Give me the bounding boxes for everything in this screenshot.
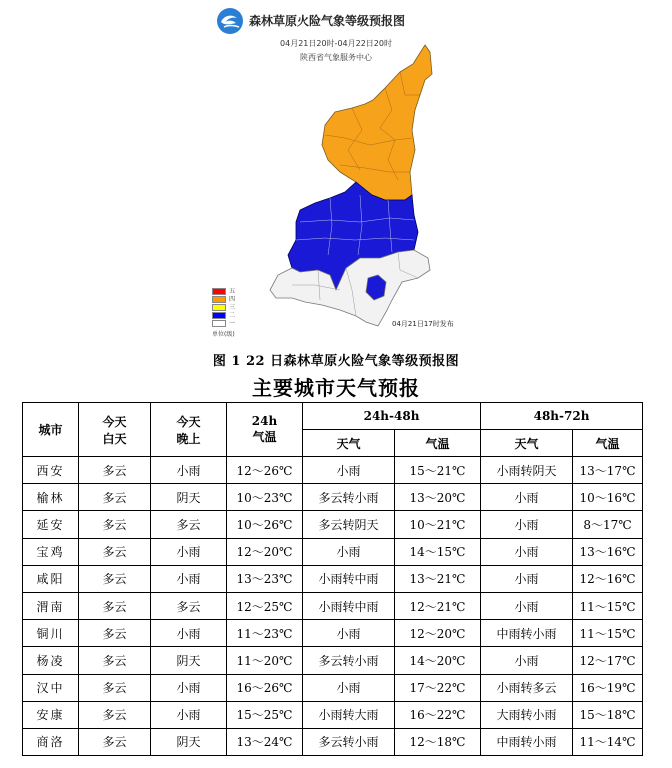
cell-72h-temp: 11～14℃ [573,728,643,755]
cell-48h-weather: 多云转小雨 [303,728,395,755]
cell-72h-weather: 小雨 [481,511,573,538]
figure-caption: 图 1 22 日森林草原火险气象等级预报图 [212,354,460,369]
header-today-day [79,403,151,457]
legend-swatch [212,320,226,327]
cell-24h-temp: 12～20℃ [227,538,303,565]
cell-48h-weather: 多云转小雨 [303,484,395,511]
cell-48h-temp: 13～20℃ [395,484,481,511]
table-row [23,538,643,565]
table-row [23,701,643,728]
cell-today-day: 多云 [79,538,151,565]
header-temp-72: 气温 [573,430,643,457]
table-row [23,647,643,674]
cell-today-day: 多云 [79,728,151,755]
table-row [23,728,643,755]
cell-today-night: 小雨 [151,538,227,565]
legend-swatch [212,296,226,303]
cell-24h-temp: 13～23℃ [227,565,303,592]
cell-city: 延安 [23,511,79,538]
shaanxi-province-map [0,0,672,345]
cell-today-day: 多云 [79,565,151,592]
map-source: 陕西省气象服务中心 [300,53,372,62]
map-legend [212,287,272,338]
cell-city: 西安 [23,457,79,484]
cell-today-night: 小雨 [151,701,227,728]
cell-city: 宝鸡 [23,538,79,565]
cell-today-night: 小雨 [151,565,227,592]
cell-today-day: 多云 [79,457,151,484]
cell-72h-temp: 12～16℃ [573,565,643,592]
cell-city: 杨凌 [23,647,79,674]
table-header-row-1 [23,403,643,430]
legend-level-2 [212,311,272,319]
cell-48h-weather: 小雨转中雨 [303,592,395,619]
header-24h-48h: 24h-48h [303,403,481,430]
legend-level-5 [212,287,272,295]
cell-today-day: 多云 [79,484,151,511]
cell-today-day: 多云 [79,592,151,619]
cell-city: 渭南 [23,592,79,619]
header-48h-72h: 48h-72h [481,403,643,430]
cell-today-day: 多云 [79,620,151,647]
cell-city: 榆林 [23,484,79,511]
cell-72h-temp: 8～17℃ [573,511,643,538]
cell-72h-temp: 11～15℃ [573,592,643,619]
cell-city: 咸阳 [23,565,79,592]
cell-48h-temp: 14～20℃ [395,647,481,674]
header-weather-48: 天气 [303,430,395,457]
cell-city: 安康 [23,701,79,728]
cell-48h-temp: 14～15℃ [395,538,481,565]
legend-swatch [212,312,226,319]
map-region-north [322,45,432,200]
legend-swatch [212,304,226,311]
header-line: 晚上 [176,431,201,446]
table-row [23,511,643,538]
legend-label: 五 [229,287,236,295]
cell-72h-weather: 小雨 [481,538,573,565]
cell-city: 商洛 [23,728,79,755]
table-body [23,457,643,756]
cell-48h-weather: 小雨转中雨 [303,565,395,592]
cell-72h-weather: 小雨 [481,647,573,674]
cell-48h-weather: 小雨转大雨 [303,701,395,728]
cell-24h-temp: 11～23℃ [227,620,303,647]
cell-48h-weather: 小雨 [303,620,395,647]
cell-24h-temp: 16～26℃ [227,674,303,701]
cell-today-day: 多云 [79,647,151,674]
cell-48h-temp: 12～21℃ [395,592,481,619]
cell-24h-temp: 15～25℃ [227,701,303,728]
cell-city: 铜川 [23,620,79,647]
cell-72h-temp: 15～18℃ [573,701,643,728]
cell-72h-temp: 12～17℃ [573,647,643,674]
table-row [23,592,643,619]
legend-unit: 单位(级) [212,331,235,338]
header-weather-72: 天气 [481,430,573,457]
cell-48h-temp: 12～20℃ [395,620,481,647]
cell-today-night: 小雨 [151,457,227,484]
cell-today-night: 阴天 [151,647,227,674]
cell-72h-weather: 小雨转阴天 [481,457,573,484]
cell-72h-weather: 大雨转小雨 [481,701,573,728]
cell-48h-weather: 小雨 [303,457,395,484]
cell-today-night: 阴天 [151,484,227,511]
cell-today-night: 多云 [151,592,227,619]
publish-time: 04月21日17时发布 [392,320,454,328]
legend-label: 一 [229,319,236,327]
cell-72h-temp: 13～16℃ [573,538,643,565]
legend-level-4 [212,295,272,303]
table-row [23,484,643,511]
cell-72h-weather: 小雨转多云 [481,674,573,701]
table-row [23,620,643,647]
cell-48h-temp: 12～18℃ [395,728,481,755]
cell-72h-temp: 13～17℃ [573,457,643,484]
header-line: 今天 [176,414,201,429]
legend-label: 三 [229,303,236,311]
cell-72h-temp: 10～16℃ [573,484,643,511]
cell-24h-temp: 10～23℃ [227,484,303,511]
cell-72h-temp: 11～15℃ [573,620,643,647]
cell-24h-temp: 10～26℃ [227,511,303,538]
header-temp-48: 气温 [395,430,481,457]
section-title: 主要城市天气预报 [252,376,420,400]
map-title: 森林草原火险气象等级预报图 [249,14,406,28]
legend-label: 二 [229,311,236,319]
cell-48h-temp: 17～22℃ [395,674,481,701]
table-row [23,457,643,484]
header-today-night [151,403,227,457]
cell-24h-temp: 11～20℃ [227,647,303,674]
table-row [23,674,643,701]
cell-72h-temp: 16～19℃ [573,674,643,701]
cell-72h-weather: 小雨 [481,565,573,592]
cell-today-night: 小雨 [151,674,227,701]
cell-48h-temp: 16～22℃ [395,701,481,728]
cell-72h-weather: 中雨转小雨 [481,728,573,755]
header-line: 白天 [102,431,127,446]
cell-48h-weather: 小雨 [303,538,395,565]
legend-label: 四 [229,295,236,303]
cell-city: 汉中 [23,674,79,701]
city-forecast-table [22,402,643,756]
header-24h-temp [227,403,303,457]
cell-today-day: 多云 [79,674,151,701]
header-line: 24h [251,414,278,428]
cell-48h-weather: 多云转阴天 [303,511,395,538]
cell-72h-weather: 小雨 [481,592,573,619]
legend-swatch [212,288,226,295]
table-row [23,565,643,592]
cell-24h-temp: 13～24℃ [227,728,303,755]
map-period: 04月21日20时-04月22日20时 [280,39,392,48]
cell-48h-temp: 13～21℃ [395,565,481,592]
cell-72h-weather: 中雨转小雨 [481,620,573,647]
header-city: 城市 [23,403,79,457]
cell-today-night: 多云 [151,511,227,538]
cell-72h-weather: 小雨 [481,484,573,511]
header-line: 气温 [252,430,277,444]
cell-24h-temp: 12～25℃ [227,592,303,619]
legend-level-3 [212,303,272,311]
cell-24h-temp: 12～26℃ [227,457,303,484]
cell-today-day: 多云 [79,701,151,728]
header-line: 今天 [102,414,127,429]
cell-48h-temp: 15～21℃ [395,457,481,484]
fire-risk-map-figure [0,0,672,345]
cell-48h-weather: 多云转小雨 [303,647,395,674]
cell-today-day: 多云 [79,511,151,538]
cell-today-night: 小雨 [151,620,227,647]
cell-today-night: 阴天 [151,728,227,755]
cell-48h-weather: 小雨 [303,674,395,701]
legend-level-1 [212,319,272,327]
cell-48h-temp: 10～21℃ [395,511,481,538]
